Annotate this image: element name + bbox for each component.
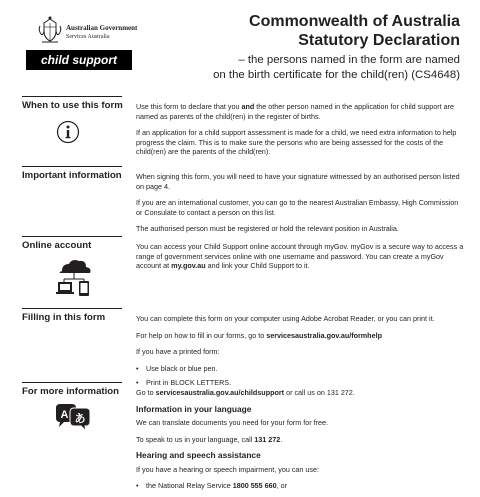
paragraph — [136, 331, 466, 341]
section-body-important — [136, 172, 466, 241]
paragraph: When signing this form, you will need to have your signature witnessed by an authorised person listed on page 4. — [136, 172, 460, 191]
bullet-list — [136, 481, 466, 491]
info-icon — [56, 120, 80, 144]
section-heading-important: Important information — [22, 170, 122, 181]
text: Go to — [136, 388, 156, 397]
list-item: • Use black or blue pen. — [136, 364, 466, 374]
paragraph — [136, 435, 466, 445]
coat-of-arms-icon — [36, 16, 64, 46]
government-logo — [36, 16, 136, 50]
form-title-line1: Commonwealth of Australia — [249, 13, 460, 30]
paragraph: If you have a hearing or speech impairment, you can use: — [136, 464, 319, 474]
agency-name: Services Australia — [66, 34, 110, 40]
section-body-when — [136, 102, 466, 164]
text: and link your Child Support to it. — [205, 261, 310, 270]
letter-hiragana-glyph: あ — [74, 412, 86, 425]
bullet-list — [136, 364, 466, 388]
paragraph — [136, 102, 466, 121]
section-heading-more: For more information — [22, 386, 120, 397]
section-divider — [22, 166, 122, 167]
subheading-language: Information in your language — [136, 403, 252, 414]
section-body-filling — [136, 314, 466, 394]
section-divider — [22, 308, 122, 309]
paragraph — [136, 388, 466, 398]
text: or call us on 131 272. — [284, 388, 355, 397]
text: . — [280, 434, 283, 444]
formhelp-link[interactable]: servicesaustralia.gov.au/formhelp — [266, 330, 382, 340]
section-heading-filling: Filling in this form — [22, 312, 106, 323]
title-block — [180, 12, 460, 83]
mygov-link[interactable]: my.gov.au — [171, 261, 206, 270]
form-title-line2: Statutory Declaration — [298, 32, 460, 49]
phone-number: 131 272 — [254, 434, 281, 444]
paragraph: The authorised person must be registered or hold the relevant position in Australia. — [136, 224, 399, 233]
section-divider — [22, 382, 122, 383]
translation-icon — [54, 402, 92, 432]
section-heading-when: When to use this form — [22, 100, 123, 111]
text: For help on how to fill in our forms, go to — [136, 330, 267, 340]
list-item: • Print in BLOCK LETTERS. — [136, 378, 466, 388]
section-body-more — [136, 388, 466, 497]
subheading-hearing: Hearing and speech assistance — [136, 450, 261, 460]
text: , or — [276, 481, 288, 490]
list-item — [136, 481, 466, 491]
section-divider — [22, 236, 122, 237]
section-heading-online: Online account — [22, 240, 92, 251]
paragraph: If you are an international customer, you can go to the nearest Australian Embassy, High Commission or Consulate to contact a person on this list. — [136, 198, 459, 217]
cloud-devices-icon — [52, 255, 96, 299]
gov-name: Australian Government — [66, 24, 138, 32]
phone-number: 1800 555 660 — [232, 481, 277, 490]
brand-bar: child support — [26, 50, 132, 70]
emphasis-text: and — [241, 102, 255, 111]
paragraph: We can translate documents you need for your form for free. — [136, 418, 329, 427]
text: the National Relay Service — [146, 481, 233, 490]
letter-a-glyph: A — [60, 409, 69, 421]
paragraph: You can complete this form on your computer using Adobe Acrobat Reader, or you can print it. — [136, 314, 435, 323]
section-body-online — [136, 242, 466, 278]
form-subtitle-line2: on the birth certificate for the child(ren) (CS4648) — [213, 69, 460, 81]
form-subtitle-line1: – the persons named in the form are named — [238, 54, 460, 66]
paragraph: If an application for a child support assessment is made for a child, we need extra information to help progress the claim. This is to make sure the persons who are being assessed for the costs of the child(ren) are the parents of the child(ren). — [136, 128, 457, 156]
paragraph: If you have a printed form: — [136, 347, 220, 356]
childsupport-link[interactable]: servicesaustralia.gov.au/childsupport — [155, 388, 285, 397]
paragraph — [136, 242, 466, 271]
section-divider — [22, 96, 122, 97]
text: the other person named in the application for child support are named as parents of the child(ren) in the register of births. — [136, 102, 455, 121]
text: Use this form to declare that you — [136, 102, 242, 111]
text: You can access your Child Support online account through myGov. myGov is a secure way to access a range of government services online with one username and password. You can create a myGov account at — [136, 242, 464, 270]
text: To speak to us in your language, call — [136, 434, 255, 444]
